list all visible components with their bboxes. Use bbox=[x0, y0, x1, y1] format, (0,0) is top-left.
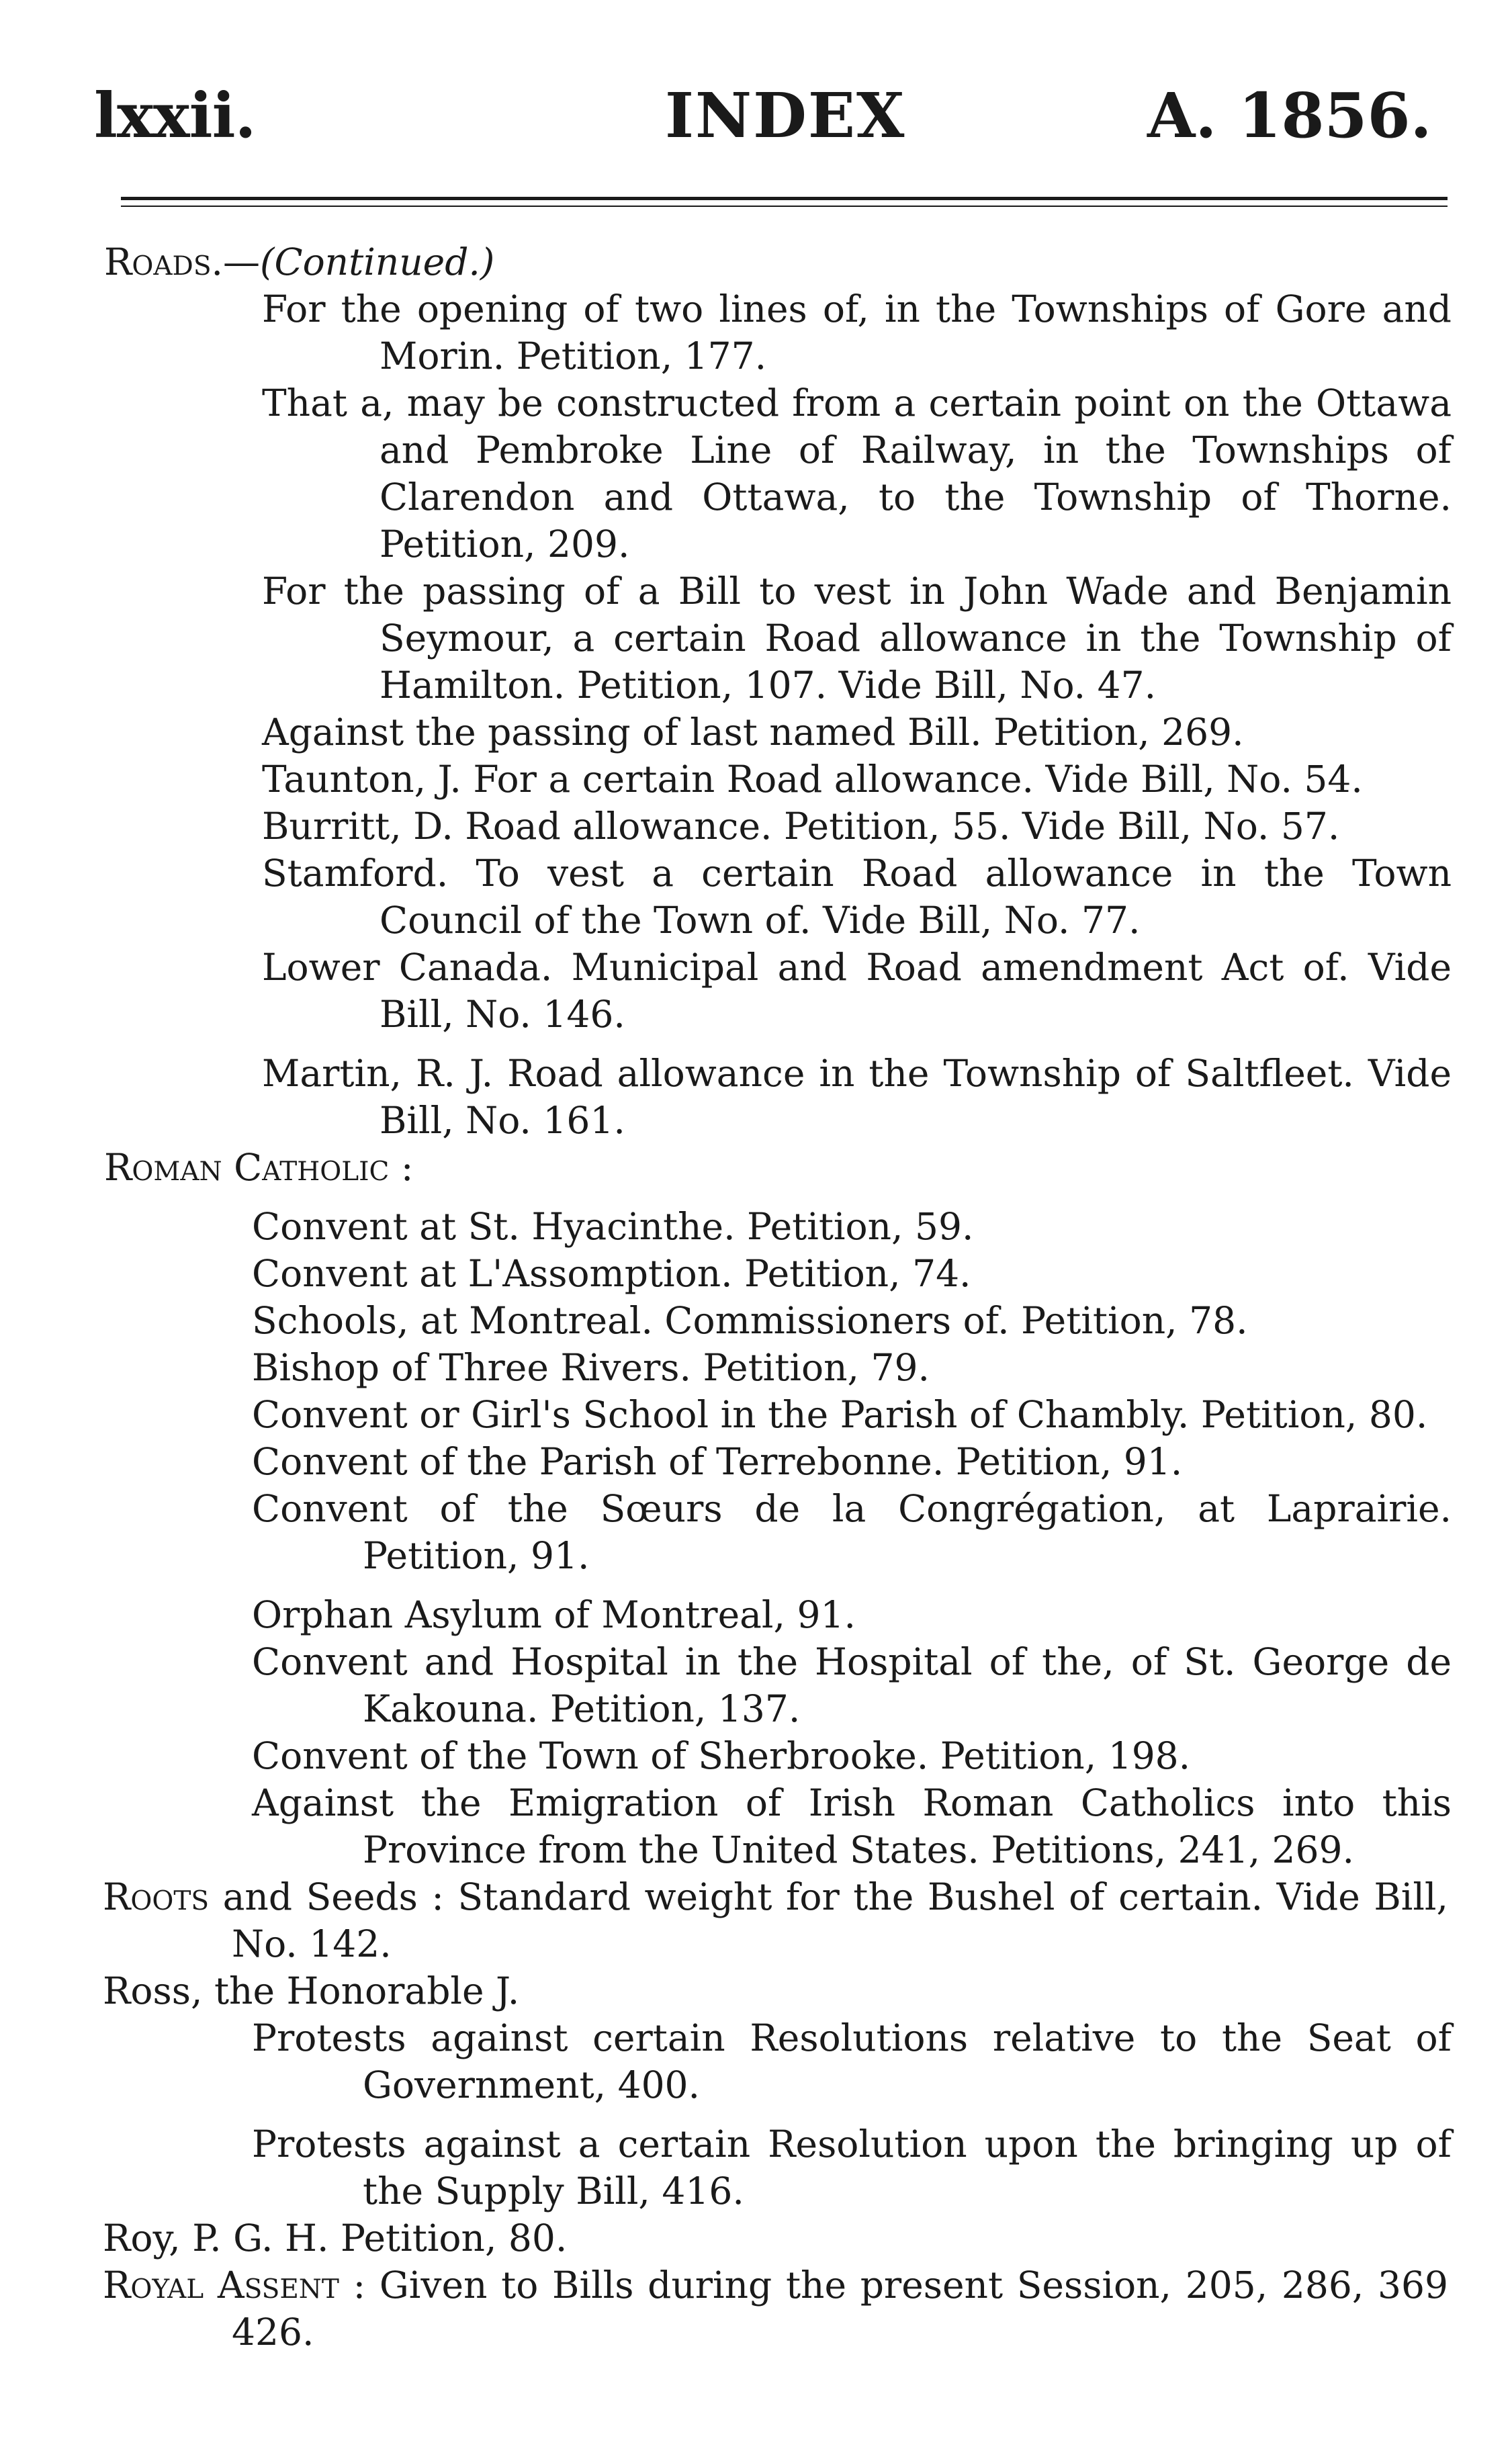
index-entry: Convent at St. Hyacinthe. Petition, 59. bbox=[252, 1205, 974, 1248]
roads-heading: Roads.— bbox=[104, 240, 261, 283]
roman-catholic-heading: Roman Catholic : bbox=[104, 1146, 414, 1189]
index-entry: Stamford. To vest a certain Road allowance in the Town Council of the Town of. Vide Bill, No. 77. bbox=[262, 852, 1452, 942]
royal-assent-text: Given to Bills during the present Session, 205, 286, 369 426. bbox=[232, 2264, 1449, 2354]
header-rule-thin bbox=[121, 206, 1448, 207]
index-entry: Convent and Hospital in the Hospital of the, of St. George de Kakouna. Petition, 137. bbox=[252, 1640, 1452, 1730]
index-entry: Convent of the Town of Sherbrooke. Petition, 198. bbox=[252, 1734, 1191, 1777]
index-entry: Protests against certain Resolutions relative to the Seat of Government, 400. bbox=[252, 2016, 1452, 2106]
index-entry: Against the passing of last named Bill. Petition, 269. bbox=[262, 711, 1244, 754]
index-entry: Convent of the Parish of Terrebonne. Petition, 91. bbox=[252, 1440, 1183, 1483]
index-body bbox=[0, 238, 1512, 2356]
index-entry: Burritt, D. Road allowance. Petition, 55. Vide Bill, No. 57. bbox=[262, 805, 1340, 848]
page-header bbox=[0, 79, 1512, 160]
royal-assent-heading: Royal Assent : bbox=[103, 2264, 366, 2307]
roots-text: and Seeds : Standard weight for the Bushel of certain. Vide Bill, No. 142. bbox=[222, 1875, 1448, 1965]
ross-heading: Ross, the Honorable J. bbox=[103, 1969, 520, 2012]
index-entry: Convent at L'Assomption. Petition, 74. bbox=[252, 1252, 971, 1295]
roots-heading: Roots bbox=[103, 1875, 210, 1918]
index-entry: Convent or Girl's School in the Parish of Chambly. Petition, 80. bbox=[252, 1393, 1428, 1436]
index-entry: Protests against a certain Resolution upon the bringing up of the Supply Bill, 416. bbox=[252, 2123, 1452, 2213]
index-entry: For the passing of a Bill to vest in John Wade and Benjamin Seymour, a certain Road allowance in the Township of Hamilton. Petition, 107. Vide Bill, No. 47. bbox=[262, 570, 1452, 707]
index-entry: Convent of the Sœurs de la Congrégation, at Laprairie. Petition, 91. bbox=[252, 1487, 1452, 1577]
index-entry: Martin, R. J. Road allowance in the Township of Saltfleet. Vide Bill, No. 161. bbox=[262, 1052, 1452, 1142]
index-entry: Bishop of Three Rivers. Petition, 79. bbox=[252, 1346, 930, 1389]
section-heading-roads bbox=[0, 238, 1437, 285]
roads-continued: (Continued.) bbox=[260, 240, 495, 283]
page-year: A. 1856. bbox=[1147, 79, 1432, 152]
section-heading-roman-catholic bbox=[0, 1144, 1437, 1191]
header-rule-thick bbox=[121, 197, 1448, 200]
index-entry-roy: Roy, P. G. H. Petition, 80. bbox=[103, 2217, 568, 2260]
page-title: INDEX bbox=[665, 79, 906, 152]
index-entry-roots bbox=[0, 1873, 1512, 1967]
index-entry: Schools, at Montreal. Commissioners of. Petition, 78. bbox=[252, 1299, 1248, 1342]
index-entry: Orphan Asylum of Montreal, 91. bbox=[252, 1593, 856, 1636]
index-entry: Against the Emigration of Irish Roman Catholics into this Province from the United States. Petitions, 241, 269. bbox=[252, 1781, 1452, 1871]
index-entry: That a, may be constructed from a certain point on the Ottawa and Pembroke Line of Railway, in the Townships of Clarendon and Ottawa, to the Township of Thorne. Petition, 209. bbox=[262, 382, 1452, 566]
index-entry: Taunton, J. For a certain Road allowance. Vide Bill, No. 54. bbox=[262, 758, 1363, 801]
index-entry-royal-assent bbox=[0, 2262, 1512, 2356]
index-entry: Lower Canada. Municipal and Road amendment Act of. Vide Bill, No. 146. bbox=[262, 946, 1452, 1036]
index-entry-ross bbox=[0, 1967, 1512, 2014]
page-number: lxxii. bbox=[94, 79, 256, 152]
index-entry: For the opening of two lines of, in the Townships of Gore and Morin. Petition, 177. bbox=[262, 287, 1452, 377]
